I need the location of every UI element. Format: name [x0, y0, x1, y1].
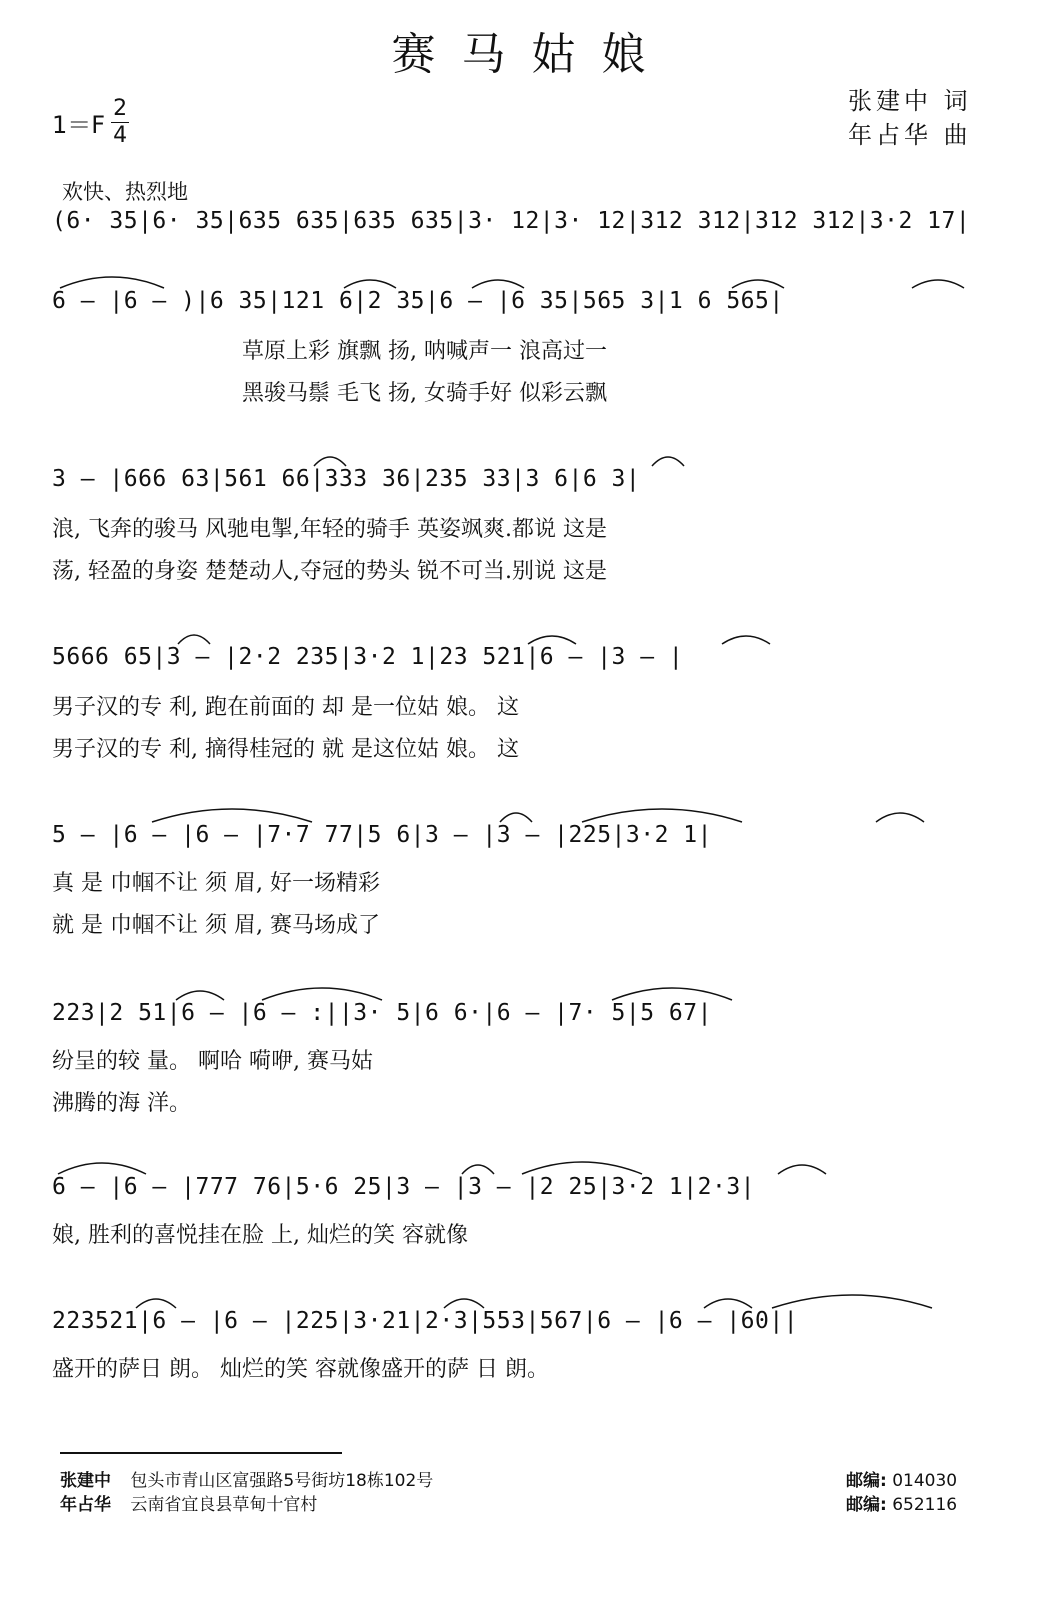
address-2	[60, 1490, 317, 1515]
lyric-8-verse-1: 盛开的萨日 朗。 灿烂的笑 容就像盛开的萨 日 朗。	[52, 1357, 549, 1382]
lyric-2-verse-1: 草原上彩 旗飘 扬, 呐喊声一 浪高过一	[242, 339, 607, 364]
lyric-4-verse-1: 男子汉的专 利, 跑在前面的 却 是一位姑 娘。 这	[52, 695, 519, 720]
address-2-text: 云南省宜良县草甸十官村	[130, 1495, 318, 1515]
lyric-5-verse-1: 真 是 巾帼不让 须 眉, 好一场精彩	[52, 871, 380, 896]
tempo-marking: 欢快、热烈地	[62, 180, 188, 204]
staff-line-2: 6 — |6 — )|6 35|121 6|2 35|6 — |6 35|565 3|1 6 565|	[52, 288, 784, 314]
lyric-5-verse-2: 就 是 巾帼不让 须 眉, 赛马场成了	[52, 913, 380, 938]
lyric-2-verse-2: 黑骏马鬃 毛飞 扬, 女骑手好 似彩云飘	[242, 381, 607, 406]
staff-line-3: 3 — |666 63|561 66|333 36|235 33|3 6|6 3|	[52, 466, 641, 492]
credits	[848, 84, 972, 152]
postal-2-code: 652116	[892, 1495, 958, 1515]
postal-1-code: 014030	[892, 1471, 958, 1491]
song-title: 赛马姑娘	[391, 29, 672, 80]
staff-line-4: 5666 65|3 — |2·2 235|3·2 1|23 521|6 — |3 — |	[52, 644, 684, 670]
staff-line-8: 223521|6 — |6 — |225|3·21|2·3|553|567|6 — |6 — |60||	[52, 1308, 799, 1334]
staff-line-7: 6 — |6 — |777 76|5·6 25|3 — |3 — |2 25|3·2 1|2·3|	[52, 1174, 756, 1200]
lyric-7-verse-1: 娘, 胜利的喜悦挂在脸 上, 灿烂的笑 容就像	[52, 1223, 468, 1248]
time-top: 2	[113, 96, 128, 121]
address-1	[60, 1466, 433, 1491]
lyric-4-verse-2: 男子汉的专 利, 摘得桂冠的 就 是这位姑 娘。 这	[52, 737, 519, 762]
lyric-6-verse-1: 纷呈的较 量。 啊哈 嗬咿, 赛马姑	[52, 1049, 373, 1074]
postal-2-label: 邮编:	[846, 1495, 887, 1515]
lyricist: 张建中 词	[848, 87, 972, 115]
key-label: 1＝F	[52, 111, 106, 139]
time-signature	[111, 96, 129, 149]
lyric-3-verse-2: 荡, 轻盈的身姿 楚楚动人,夺冠的势头 锐不可当.别说 这是	[52, 559, 607, 584]
postal-1	[846, 1466, 957, 1491]
staff-line-1: (6· 35|6· 35|635 635|635 635|3· 12|3· 12|312 312|312 312|3·2 17|	[52, 208, 971, 234]
address-2-name: 年占华	[60, 1495, 111, 1515]
composer: 年占华 曲	[848, 121, 972, 149]
lyric-6-verse-2: 沸腾的海 洋。	[52, 1091, 191, 1116]
key-signature	[52, 96, 129, 149]
address-1-name: 张建中	[60, 1471, 111, 1491]
postal-2	[846, 1490, 957, 1515]
staff-line-6: 223|2 51|6 — |6 — :||3· 5|6 6·|6 — |7· 5|5 67|	[52, 1000, 712, 1026]
address-1-text: 包头市青山区富强路5号街坊18栋102号	[130, 1471, 434, 1491]
footer-divider	[60, 1452, 342, 1454]
staff-line-5: 5 — |6 — |6 — |7·7 77|5 6|3 — |3 — |225|3·2 1|	[52, 822, 712, 848]
time-bottom: 4	[113, 123, 128, 148]
lyric-3-verse-1: 浪, 飞奔的骏马 风驰电掣,年轻的骑手 英姿飒爽.都说 这是	[52, 517, 607, 542]
postal-1-label: 邮编:	[846, 1471, 887, 1491]
